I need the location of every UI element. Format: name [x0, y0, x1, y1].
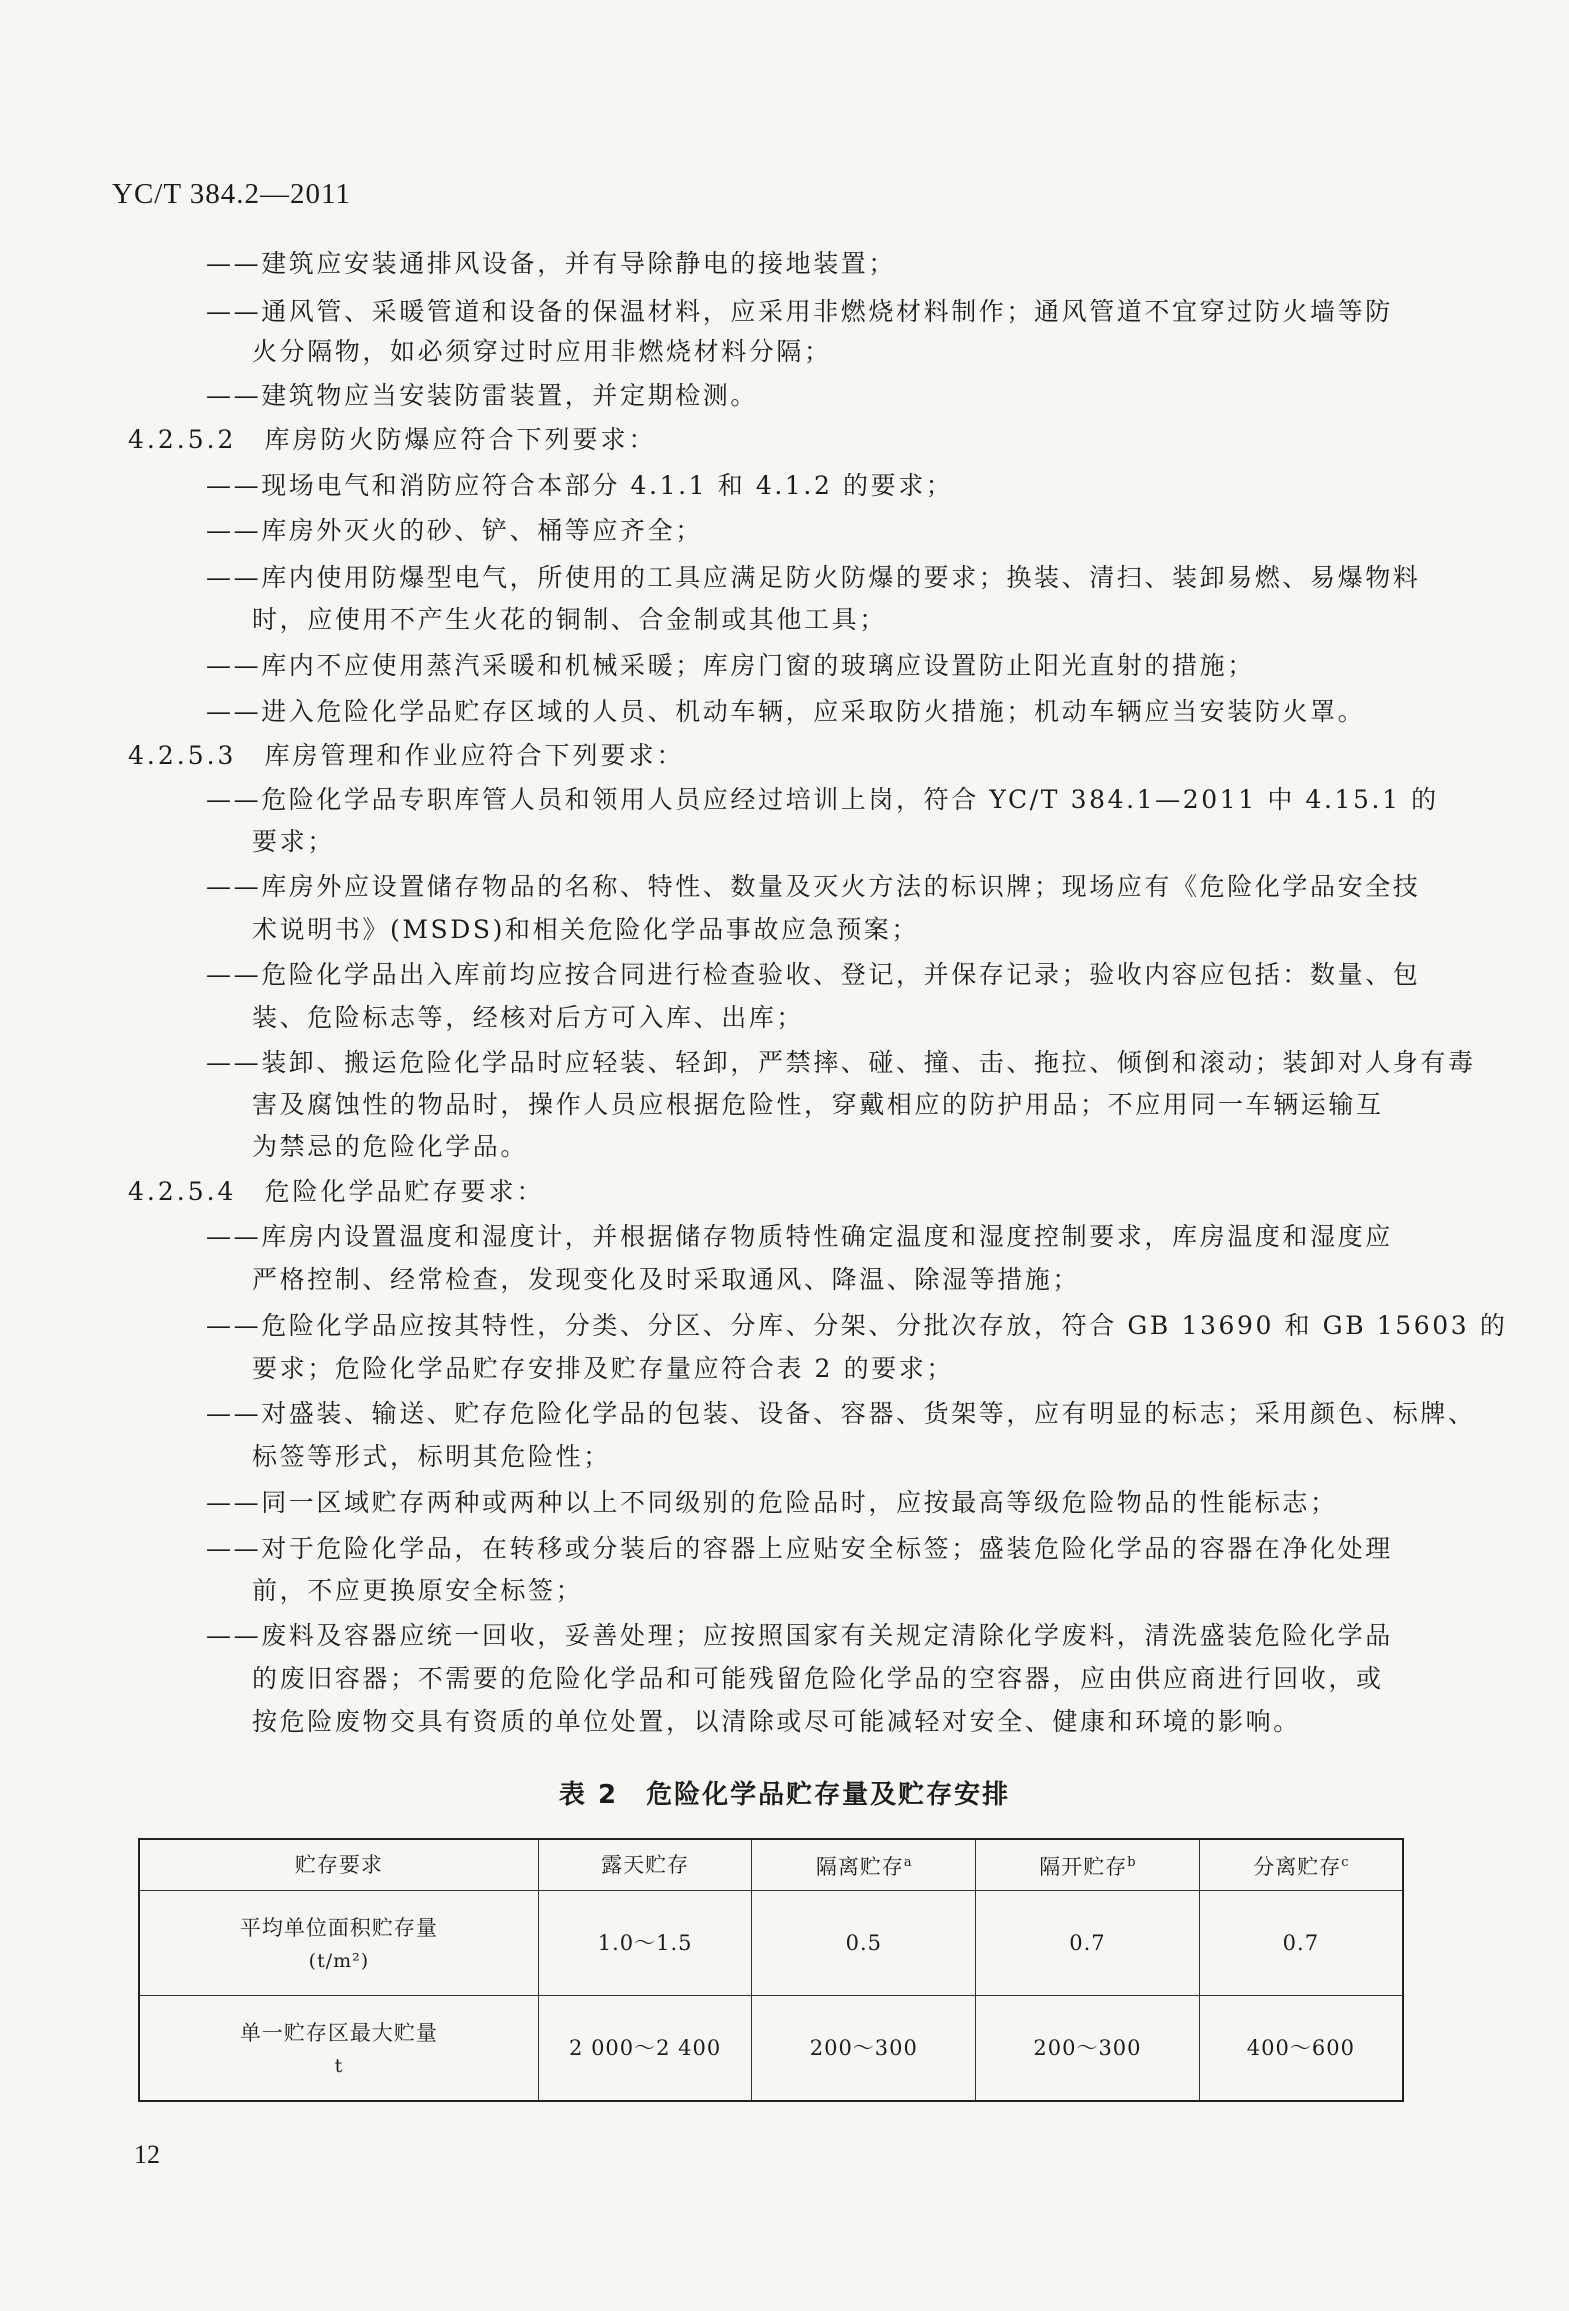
row-unit: (t/m²): [308, 1950, 370, 1972]
text-line: ——对于危险化学品，在转移或分装后的容器上应贴安全标签；盛装危险化学品的容器在净化处理: [206, 1534, 1393, 1563]
text-line: 装、危险标志等，经核对后方可入库、出库；: [252, 1003, 805, 1032]
text-line: 时，应使用不产生火花的铜制、合金制或其他工具；: [252, 605, 887, 634]
text-line: 为禁忌的危险化学品。: [252, 1132, 529, 1161]
table-header-cell: 贮存要求: [139, 1839, 538, 1891]
section-heading: 4.2.5.4 危险化学品贮存要求：: [128, 1177, 545, 1206]
table-row: [139, 1891, 1403, 1996]
text-line: ——危险化学品专职库管人员和领用人员应经过培训上岗，符合 YC/T 384.1—2011 中 4.15.1 的: [206, 785, 1439, 814]
table-cell: 0.5: [752, 1891, 976, 1996]
row-unit: t: [334, 2055, 344, 2077]
footnote-marker: c: [1341, 1855, 1349, 1870]
table-cell: 200～300: [976, 1996, 1200, 2102]
section-heading: 4.2.5.3 库房管理和作业应符合下列要求：: [128, 741, 685, 770]
text-line: 标签等形式，标明其危险性；: [252, 1442, 611, 1471]
text-line: 前，不应更换原安全标签；: [252, 1576, 584, 1605]
table-header-cell: 分离贮存$^c$: [1199, 1839, 1403, 1891]
text-line: 害及腐蚀性的物品时，操作人员应根据危险性，穿戴相应的防护用品；不应用同一车辆运输互: [252, 1090, 1384, 1119]
text-line: ——建筑应安装通排风设备，并有导除静电的接地装置；: [206, 249, 897, 278]
table-header-cell: 露天贮存: [538, 1839, 752, 1891]
table-cell: 0.7: [1199, 1891, 1403, 1996]
table-cell: 200～300: [752, 1996, 976, 2102]
text-line: ——现场电气和消防应符合本部分 4.1.1 和 4.1.2 的要求；: [206, 471, 954, 500]
table-header-cell: 隔离贮存$^a$: [752, 1839, 976, 1891]
table-cell: 1.0～1.5: [538, 1891, 752, 1996]
text-line: 的废旧容器；不需要的危险化学品和可能残留危险化学品的空容器，应由供应商进行回收，或: [252, 1664, 1384, 1693]
text-line: ——同一区域贮存两种或两种以上不同级别的危险品时，应按最高等级危险物品的性能标志；: [206, 1488, 1338, 1517]
table-header-cell: 隔开贮存$^b$: [976, 1839, 1200, 1891]
text-line: ——库内不应使用蒸汽采暖和机械采暖；库房门窗的玻璃应设置防止阳光直射的措施；: [206, 651, 1255, 680]
table-cell: 0.7: [976, 1891, 1200, 1996]
section-heading: 4.2.5.2 库房防火防爆应符合下列要求：: [128, 425, 657, 454]
text-line: ——危险化学品出入库前均应按合同进行检查验收、登记，并保存记录；验收内容应包括：数量、包: [206, 960, 1421, 989]
text-line: ——库房外灭火的砂、铲、桶等应齐全；: [206, 516, 703, 545]
text-line: 要求；危险化学品贮存安排及贮存量应符合表 2 的要求；: [252, 1354, 955, 1383]
text-line: ——库房外应设置储存物品的名称、特性、数量及灭火方法的标识牌；现场应有《危险化学品安全技: [206, 872, 1421, 901]
text-line: ——废料及容器应统一回收，妥善处理；应按照国家有关规定清除化学废料，清洗盛装危险化学品: [206, 1621, 1393, 1650]
text-line: ——库房内设置温度和湿度计，并根据储存物质特性确定温度和湿度控制要求，库房温度和湿度应: [206, 1222, 1393, 1251]
table-caption: 表 2 危险化学品贮存量及贮存安排: [558, 1780, 1011, 1810]
storage-table: [138, 1838, 1404, 2102]
footnote-marker: a: [903, 1855, 912, 1870]
table-cell: 2 000～2 400: [538, 1996, 752, 2102]
document-id-header: YC/T 384.2—2011: [112, 178, 351, 210]
footnote-marker: b: [1127, 1855, 1136, 1870]
text-line: ——通风管、采暖管道和设备的保温材料，应采用非燃烧材料制作；通风管道不宜穿过防火墙等防: [206, 297, 1393, 326]
text-line: 要求；: [252, 827, 335, 856]
text-line: ——库内使用防爆型电气，所使用的工具应满足防火防爆的要求；换装、清扫、装卸易燃、易爆物料: [206, 563, 1421, 592]
text-line: ——对盛装、输送、贮存危险化学品的包装、设备、容器、货架等，应有明显的标志；采用颜色、标牌、: [206, 1399, 1476, 1428]
page-number: 12: [134, 2140, 160, 2169]
table-row: [139, 1996, 1403, 2102]
text-line: 术说明书》(MSDS)和相关危险化学品事故应急预案；: [252, 915, 920, 944]
text-line: 按危险废物交具有资质的单位处置，以清除或尽可能减轻对安全、健康和环境的影响。: [252, 1707, 1301, 1736]
table-cell: 400～600: [1199, 1996, 1403, 2102]
row-label-cell: 平均单位面积贮存量 (t/m²): [139, 1891, 538, 1996]
text-line: 严格控制、经常检查，发现变化及时采取通风、降温、除湿等措施；: [252, 1265, 1081, 1294]
text-line: ——装卸、搬运危险化学品时应轻装、轻卸，严禁摔、碰、撞、击、拖拉、倾倒和滚动；装卸对人身有毒: [206, 1048, 1476, 1077]
text-line: 火分隔物，如必须穿过时应用非燃烧材料分隔；: [252, 337, 832, 366]
text-line: ——危险化学品应按其特性，分类、分区、分库、分架、分批次存放，符合 GB 13690 和 GB 15603 的: [206, 1311, 1508, 1340]
text-line: ——建筑物应当安装防雷装置，并定期检测。: [206, 381, 759, 410]
table-header-row: [139, 1839, 1403, 1891]
text-line: ——进入危险化学品贮存区域的人员、机动车辆，应采取防火措施；机动车辆应当安装防火罩。: [206, 697, 1366, 726]
row-label-cell: 单一贮存区最大贮量 t: [139, 1996, 538, 2102]
